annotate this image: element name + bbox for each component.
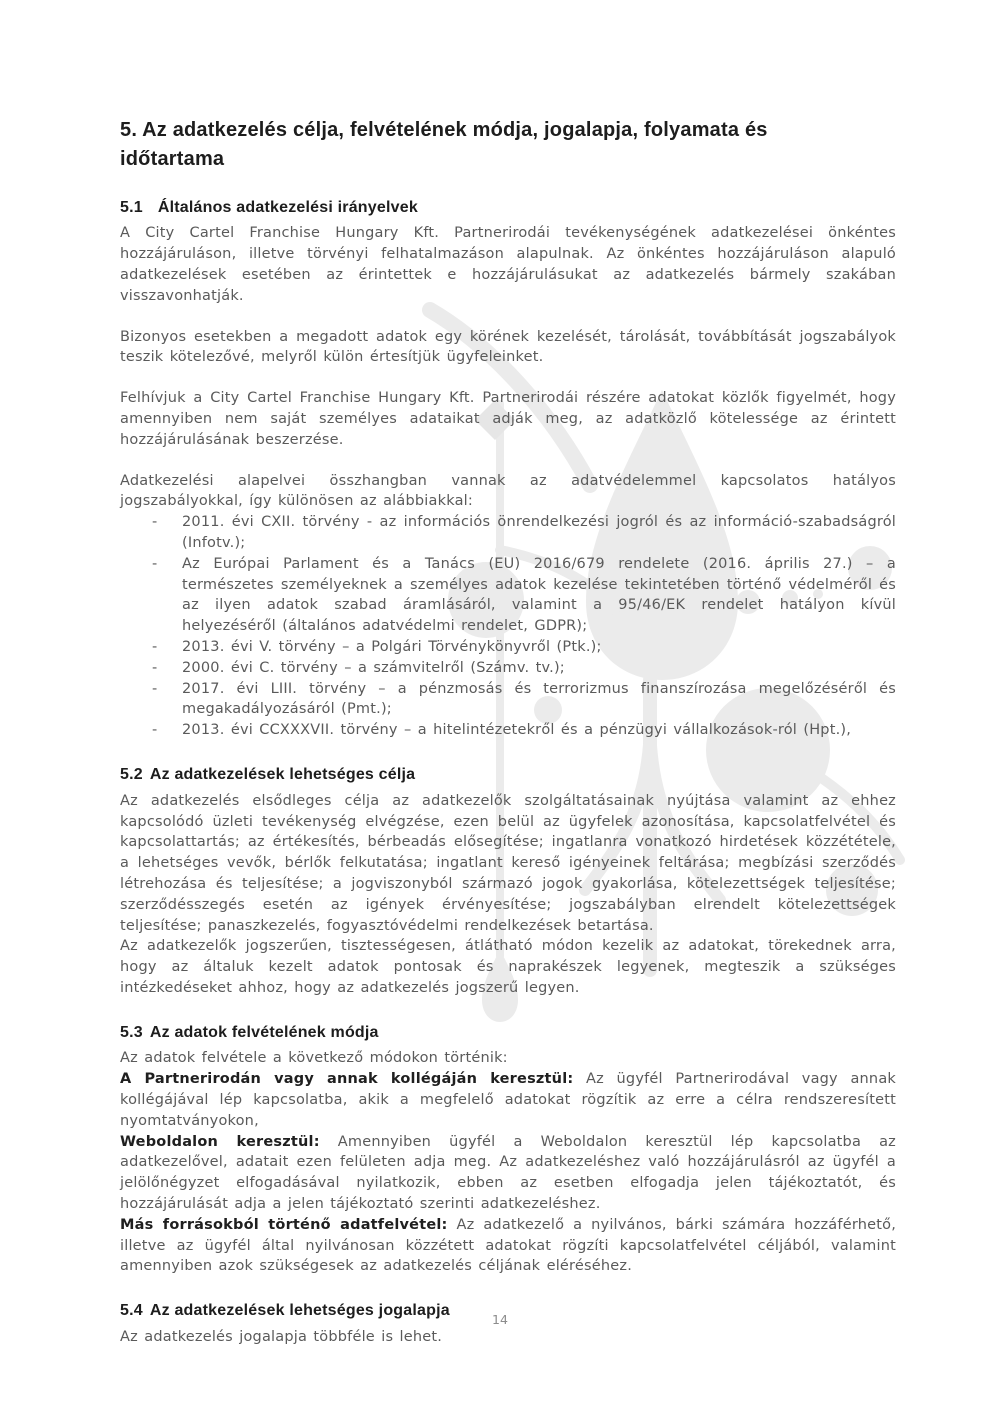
section-number: 5.2 — [120, 765, 143, 783]
bullet-text: 2017. évi LIII. törvény – a pénzmosás és terrorizmus finanszírozása megelőzéséről és megakadályozásáról (Pmt.); — [182, 680, 896, 718]
bullet-text: 2013. évi CCXXXVII. törvény – a hitelintézetekről és a pénzügyi vállalkozások-ról (Hpt.), — [182, 722, 852, 739]
bullet-item — [120, 658, 896, 679]
dash-bullet: - — [152, 638, 158, 655]
paragraph: Az adatok felvétele a következő módokon történik: — [120, 1050, 508, 1067]
paragraph: Felhívjuk a City Cartel Franchise Hungary Kft. Partnerirodái részére adatokat közlők figyelmét, hogy amennyiben nem saját személyes adataikat adják meg, az adatközlő kötelessége az érintett hozzájárulásának beszerzése. — [120, 390, 896, 448]
paragraph — [120, 1132, 896, 1215]
document-content — [120, 116, 896, 1348]
bullet-text: Az Európai Parlament és a Tanács (EU) 2016/679 rendelete (2016. április 27.) – a természetes személyeknek a személyes adatok kezelése tekintetében történő védelméről és az ilyen adatok szabad áramlásáról, valamint a 95/46/EK rendelet hatályon kívül helyezéséről (általános adatvédelmi rendelet, GDPR); — [182, 555, 896, 635]
section-title: Általános adatkezelési irányelvek — [157, 198, 418, 216]
page-title — [120, 116, 896, 174]
dash-bullet: - — [152, 659, 158, 676]
section-heading-5-3 — [120, 1023, 896, 1044]
bold-lead: Más forrásokból történő adatfelvétel: — [120, 1216, 448, 1233]
bullet-item — [120, 720, 896, 741]
bold-lead: A Partnerirodán vagy annak kollégáján keresztül: — [120, 1071, 574, 1088]
bullet-item — [120, 637, 896, 658]
paragraph-text: Az adatkezelő a nyilvános, bárki számára hozzáférhető, illetve az ügyfél által nyilvánosan közzétett adatokat rögzíti kapcsolatfelvétel céljából, valamint amennyiben azok szükségesek az adatkezelés céljának eléréséhez. — [120, 1216, 897, 1275]
bold-lead: Weboldalon keresztül: — [120, 1133, 320, 1150]
page-number: 14 — [492, 1312, 508, 1327]
bullet-list — [120, 512, 896, 741]
bullet-text: 2011. évi CXII. törvény - az információs önrendelkezési jogról és az információ-szabadságról (Infotv.); — [182, 514, 896, 551]
section-title: Az adatok felvételének módja — [149, 1023, 379, 1041]
dash-bullet: - — [152, 722, 158, 739]
bullet-item — [120, 679, 896, 721]
bullet-text: 2013. évi V. törvény – a Polgári Törvénykönyvről (Ptk.); — [182, 638, 602, 655]
section-number: 5.3 — [120, 1023, 143, 1041]
paragraph: Adatkezelési alapelvei összhangban vannak az adatvédelemmel kapcsolatos hatályos jogszabályokkal, így különösen az alábbiakkal: — [120, 472, 896, 510]
section-title: Az adatkezelések lehetséges jogalapja — [149, 1302, 450, 1320]
paragraph-text: Amennyiben ügyfél a Weboldalon keresztül lép kapcsolatba az adatkezelővel, adatait ezen felületen adja meg. Az adatkezeléshez való hozzájárulásról az ügyfél a jelölőnégyzet elfogadásával nyilatkozik, ebben az esetben elfogadja jelen tájékoztatót, és hozzájárulását adja a jelen tájékoztató szerinti adatkezeléshez. — [120, 1133, 896, 1213]
bullet-item — [120, 554, 896, 637]
dash-bullet: - — [152, 555, 158, 572]
dash-bullet: - — [152, 680, 158, 697]
paragraph: Az adatkezelés elsődleges célja az adatkezelők szolgáltatásainak nyújtása valamint az ehhez kapcsolódó üzleti tevékenység elvégzése, ezen belül az ügyfelek azonosítása, kapcsolatfelvétel és kapcsolattartás; az értékesítés, bérbeadás elősegítése; ingatlanra vonatkozó hirdetések közzététele, a lehetséges vevők, bérlők felkutatása; ingatlant kereső igényeinek feltárása; megbízási szerződés létrehozása és teljesítése; a jogviszonyból származó jogok gyakorlása, kötelezettségek teljesítése; szerződésszegés esetén az igények érvényesítése; jogszabályban elrendelt kötelezettségek teljesítése; panaszkezelés, fogyasztóvédelmi rendelkezések betartása. — [120, 792, 896, 934]
dash-bullet: - — [152, 514, 158, 531]
paragraph: Az adatkezelés jogalapja többféle is lehet. — [120, 1329, 443, 1346]
bullet-item — [120, 512, 896, 554]
paragraph-text: Az ügyfél Partnerirodával vagy annak kollégájával lép kapcsolatba, akik a megfelelő adatokat rögzítik az erre a célra rendszeresített nyomtatványokon, — [120, 1071, 896, 1129]
paragraph — [120, 1215, 896, 1277]
page-title-line-2: időtartama — [120, 147, 225, 170]
bullet-text: 2000. évi C. törvény – a számvitelről (Számv. tv.); — [182, 659, 565, 676]
section-heading-5-1 — [120, 198, 896, 219]
paragraph: Bizonyos esetekben a megadott adatok egy körének kezelését, tárolását, továbbítását jogszabályok teszik kötelezővé, melyről külön értesítjük ügyfeleinket. — [120, 328, 896, 366]
paragraph: Az adatkezelők jogszerűen, tisztességesen, átlátható módon kezelik az adatokat, törekednek arra, hogy az általuk kezelt adatok pontosak és naprakészek legyenek, megteszik a szükséges intézkedéseket ahhoz, hogy az adatkezelés jogszerű legyen. — [120, 938, 896, 996]
section-title: Az adatkezelések lehetséges célja — [149, 765, 416, 783]
page-title-line-1: 5. Az adatkezelés célja, felvételének módja, jogalapja, folyamata és — [120, 119, 768, 141]
section-heading-5-2 — [120, 765, 896, 786]
paragraph — [120, 1069, 896, 1131]
section-number: 5.4 — [120, 1302, 143, 1320]
paragraph: A City Cartel Franchise Hungary Kft. Partnerirodái tevékenységének adatkezelései önkéntes hozzájáruláson, illetve törvényi felhatalmazáson alapulnak. Az önkéntes hozzájáruláson alapuló adatkezelések esetében az érintettek e hozzájárulásukat az adatkezelés bármely szakában visszavonhatják. — [120, 225, 896, 304]
section-number: 5.1 — [120, 198, 143, 216]
